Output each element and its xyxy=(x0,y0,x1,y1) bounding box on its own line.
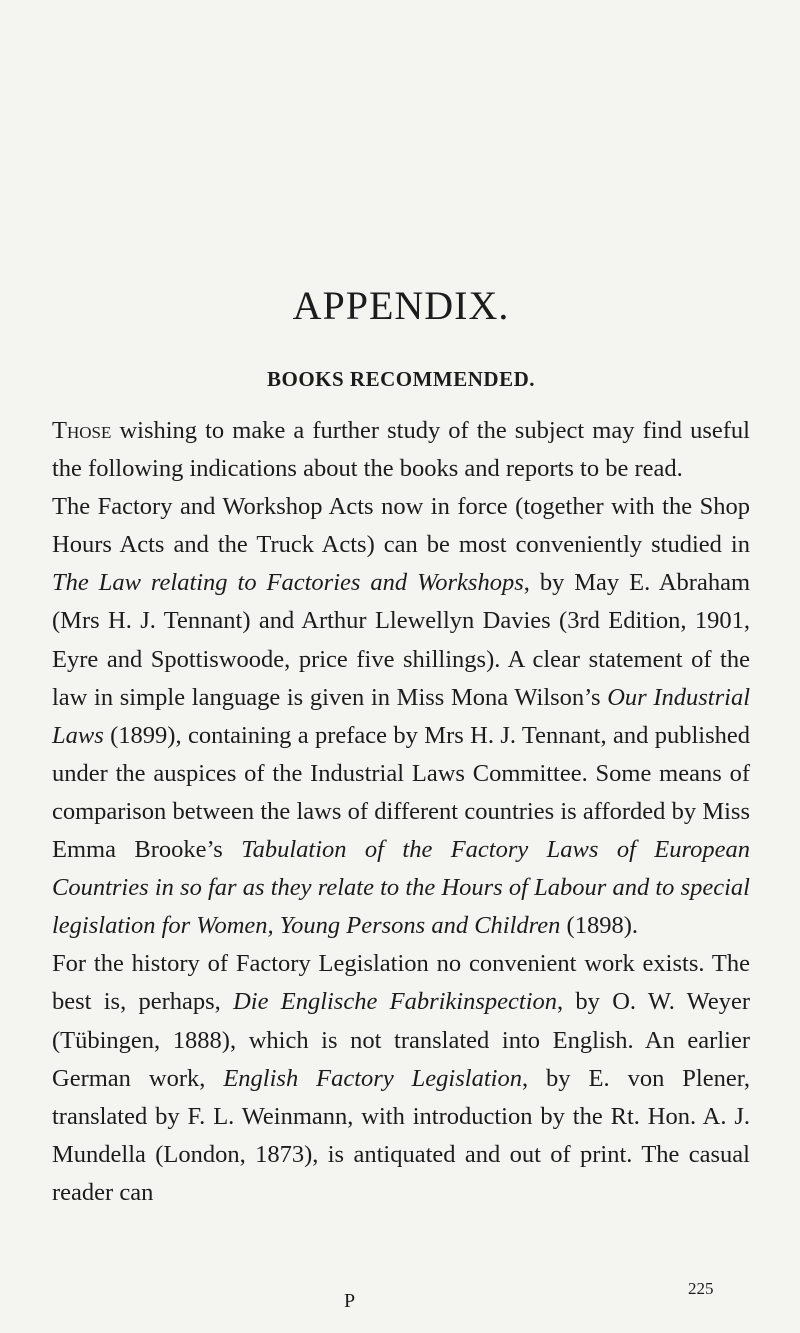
text-segment: , by O. W. Weyer (Tübingen, 1888), which is not translated into English. An earlier German work, xyxy=(52,988,750,1092)
book-title: The Law relating to Factories and Workshops xyxy=(52,569,524,597)
text-segment: , by May E. Abraham (Mrs H. J. Tennant) and Arthur Llewellyn Davies (3rd Edition, 1901, Eyre and Spottiswoode, price five shillings). A clear statement of the law in simple language is given in Miss Mona Wilson’s xyxy=(52,569,750,711)
text-segment: The Factory and Workshop Acts now in force (together with the Shop Hours Acts and the Truck Acts) can be most conveniently studied in xyxy=(52,493,750,559)
page-number: 225 xyxy=(688,1279,714,1298)
page-title: APPENDIX. xyxy=(292,283,510,328)
text-segment: (1899), containing a preface by Mrs H. J. Tennant, and published under the auspices of the Industrial Laws Committee. Some means of comparison between the laws of different countries is afforded by Miss Emma Brooke’s xyxy=(52,721,750,864)
paragraph-2 xyxy=(52,488,750,945)
text-segment: For the history of Factory Legislation no convenient work exists. The best is, perhaps, xyxy=(52,950,750,1016)
text-segment: wishing to make a further study of the subject may find useful the following indications about the books and reports to be read. xyxy=(52,417,750,483)
signature-mark: P xyxy=(344,1290,356,1312)
paragraph-3 xyxy=(52,945,750,1212)
book-title: Tabulation of the Factory Laws of European Countries in so far as they relate to the Hours of Labour and to special legislation for Women, Young Persons and Children xyxy=(52,836,751,940)
text-segment: , by E. von Plener, translated by F. L. Weinmann, with introduction by the Rt. Hon. A. J. Mundella (London, 1873), is antiquated and out of print. The casual reader can xyxy=(52,1064,751,1206)
book-title: Die Englische Fabrikinspection xyxy=(233,988,558,1016)
book-title: English Factory Legislation xyxy=(223,1064,522,1092)
text-segment: (1898). xyxy=(560,912,638,940)
paragraph-lead-word: Those xyxy=(52,417,112,444)
paragraph-1 xyxy=(52,412,750,488)
body-text xyxy=(52,412,750,1212)
book-title: Our Industrial Laws xyxy=(52,683,750,749)
section-subtitle: BOOKS RECOMMENDED. xyxy=(266,367,535,391)
book-page xyxy=(52,0,750,1333)
